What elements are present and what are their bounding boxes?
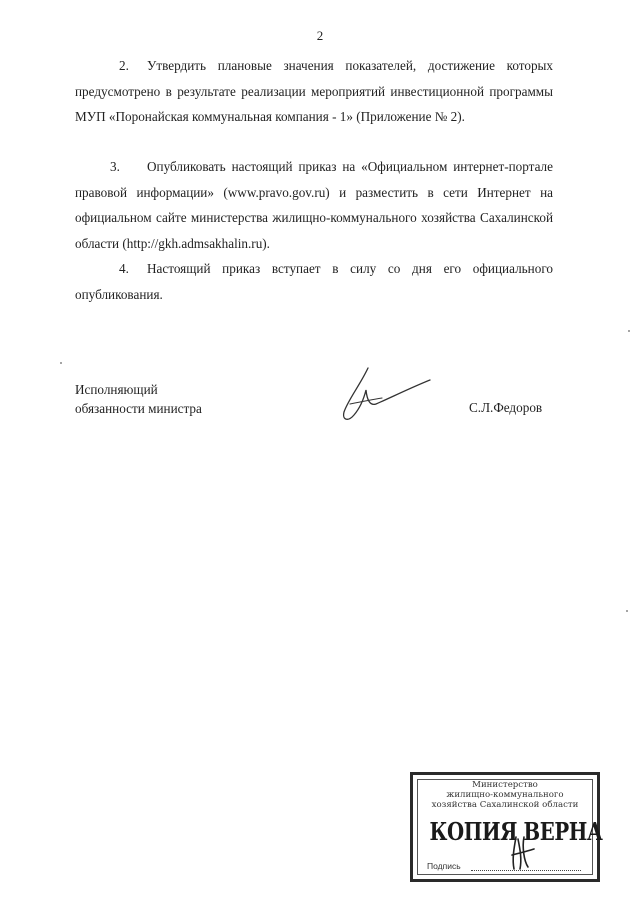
paragraph-2 [75, 53, 553, 130]
stamp-org-line-3: хозяйства Сахалинской области [431, 800, 579, 810]
handwritten-signature-icon [330, 360, 440, 430]
stamp-title: КОПИЯ ВЕРНА [429, 817, 603, 846]
signatory-name: С.Л.Федоров [469, 400, 543, 415]
paragraph-number: 2. [119, 58, 129, 73]
position-line-2: обязанности министра [75, 401, 202, 416]
scan-speck [60, 362, 62, 364]
paragraph-3 [75, 154, 553, 256]
stamp-organization [413, 780, 597, 810]
stamp-org-line-2: жилищно-коммунального [446, 790, 564, 800]
stamp-org-line-1: Министерство [472, 780, 538, 790]
paragraph-4 [75, 256, 553, 307]
scan-speck [628, 330, 630, 332]
paragraph-text: Настоящий приказ вступает в силу со дня его официального опубликования. [75, 261, 553, 302]
stamp-sign-label: Подпись [427, 861, 461, 871]
paragraph-number: 4. [119, 261, 129, 276]
signatory-position [75, 380, 202, 418]
scan-speck [626, 610, 628, 612]
page-number: 2 [316, 28, 324, 43]
paragraph-text: Опубликовать настоящий приказ на «Официальном интернет-портале правовой информации» (www.pravo.gov.ru) и разместить в сети Интернет на официальном сайте министерства жилищно-коммунального хозяйства Сахалинской области (http://gkh.admsakhalin.ru). [75, 159, 553, 251]
stamp-signature-icon [508, 833, 538, 873]
position-line-1: Исполняющий [75, 382, 158, 397]
paragraph-number: 3. [110, 159, 120, 174]
paragraph-text: Утвердить плановые значения показателей, достижение которых предусмотрено в результате реализации мероприятий инвестиционной программы МУП «Поронайская коммунальная компания - 1» (Приложение № 2). [75, 58, 553, 124]
certified-copy-stamp [410, 772, 603, 882]
